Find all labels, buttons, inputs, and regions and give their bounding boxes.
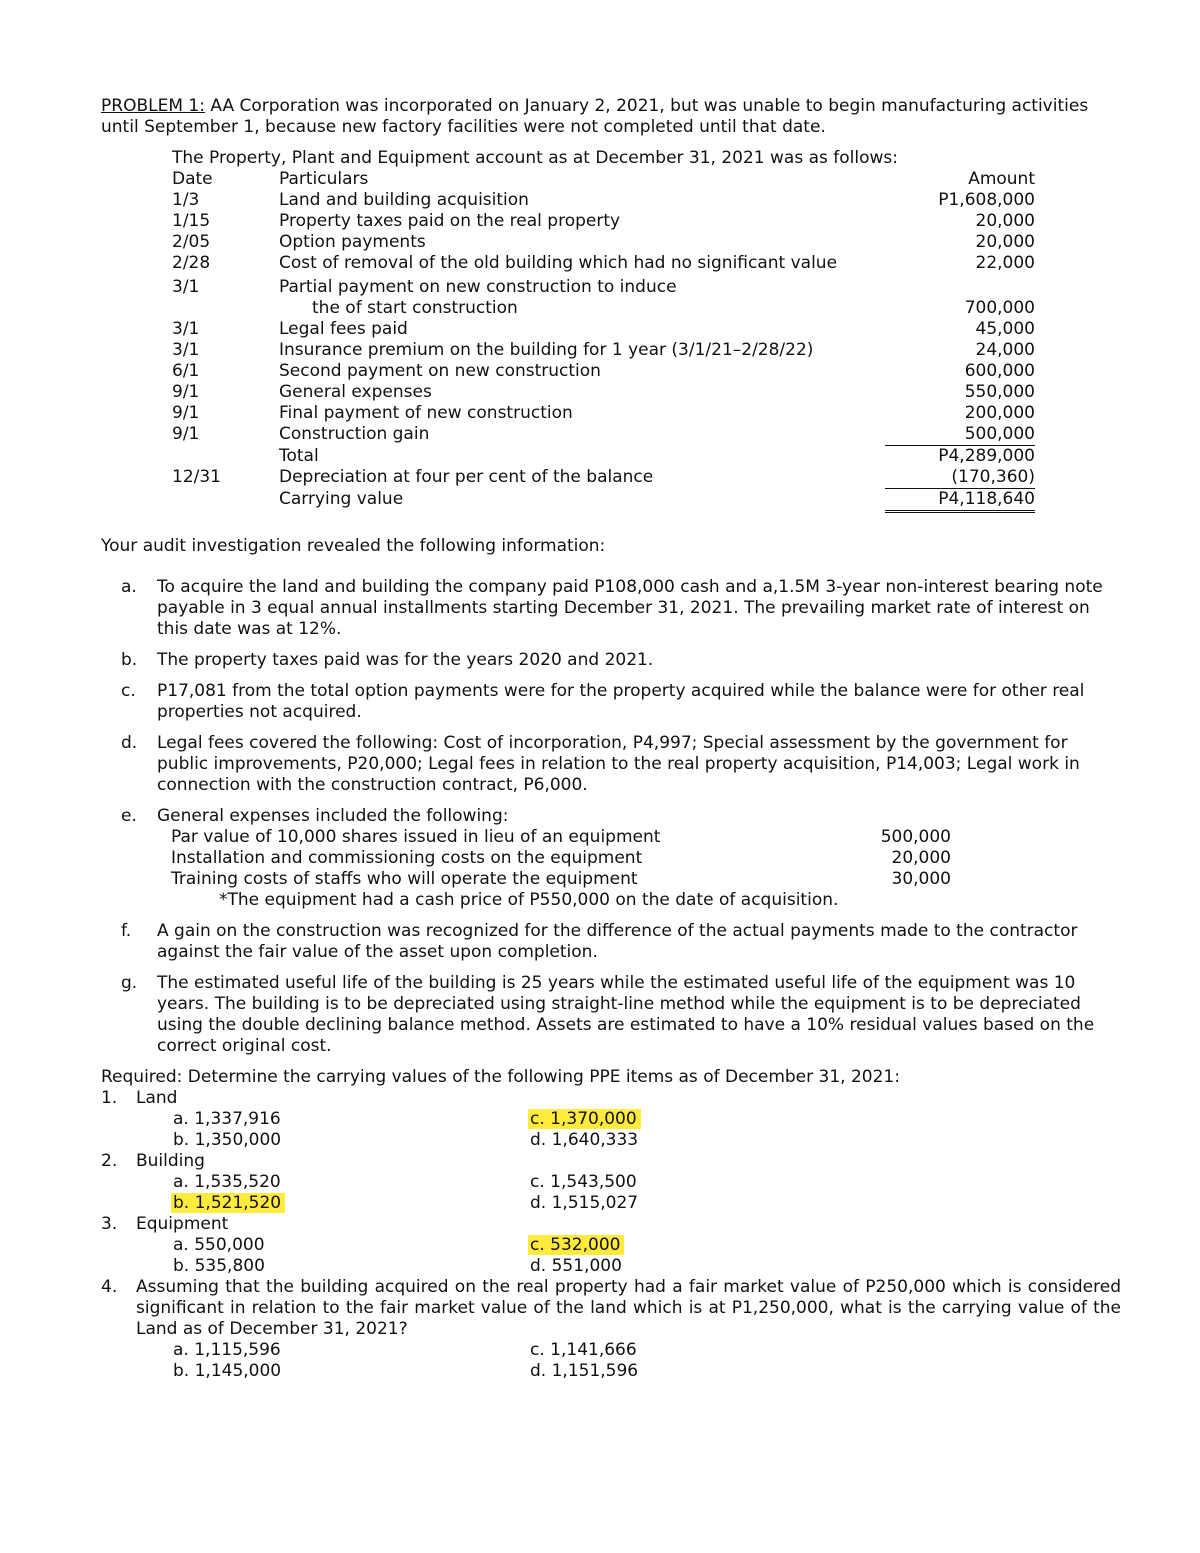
expense-row [157,827,1111,848]
row-particulars: Depreciation at four per cent of the balance [279,467,654,487]
option-a: a. 550,000 [173,1235,265,1255]
table-row [172,382,1035,403]
findings-list [101,577,1121,1057]
row-date: 3/1 [172,319,200,339]
question-2 [101,1151,1121,1214]
finding-text: The property taxes paid was for the years 2020 and 2021. [157,650,654,670]
option-c [530,1109,887,1130]
option-a: a. 1,337,916 [173,1109,281,1129]
option-d: d. 551,000 [530,1256,622,1276]
finding-letter: f. [121,921,132,941]
question-1 [101,1088,1121,1151]
list-item [101,577,1121,640]
list-item [101,650,1121,671]
expense-name: Par value of 10,000 shares issued in lieu of an equipment [171,827,661,847]
row-particulars: Cost of removal of the old building which had no significant value [279,253,838,273]
row-date: 9/1 [172,382,200,402]
highlighted-answer: c. 532,000 [528,1235,624,1255]
row-date: 6/1 [172,361,200,381]
table-row [172,424,1035,446]
row-particulars: Property taxes paid on the real property [279,211,621,231]
row-amount: 500,000 [885,424,1035,446]
question-text: Land [136,1088,178,1108]
finding-letter: g. [121,973,138,993]
list-item [101,733,1121,796]
table-row [172,340,1035,361]
row-particulars: the of start construction [312,298,518,318]
finding-body [157,806,1121,911]
list-item [101,973,1121,1057]
audit-intro: Your audit investigation revealed the following information: [101,536,606,556]
option-d: d. 1,515,027 [530,1193,639,1213]
finding-text: To acquire the land and building the company paid P108,000 cash and a,1.5M 3-year non-interest bearing note payable in 3 equal annual installments starting December 31, 2021. The prevailing market rate of interest on this date was at 12%. [157,577,1103,639]
row-amount: (170,360) [885,467,1035,489]
finding-text: A gain on the construction was recognized for the difference of the actual payments made to the contractor against the fair value of the asset upon completion. [157,921,1078,962]
list-item [101,681,1121,723]
header-amount: Amount [968,169,1035,189]
row-amount [885,277,1035,298]
ppe-header-row [172,169,1035,190]
table-row [172,298,1035,319]
row-amount: P4,118,640 [885,489,1035,513]
question-3 [101,1214,1121,1277]
problem-text: AA Corporation was incorporated on January 2, 2021, but was unable to begin manufacturing activities until September 1, because new factory facilities were not completed until that date. [101,96,1089,137]
document-page [101,96,1121,1382]
row-amount: 24,000 [975,340,1035,360]
row-amount: 200,000 [964,403,1035,423]
row-particulars: General expenses [279,382,432,402]
row-particulars: Construction gain [279,424,430,444]
row-amount: 550,000 [964,382,1035,402]
table-row [172,253,1035,274]
table-row [172,319,1035,340]
row-amount: 600,000 [964,361,1035,381]
row-date: 1/3 [172,190,200,210]
row-date [172,489,279,513]
row-particulars: Final payment of new construction [279,403,573,423]
header-date: Date [172,169,213,189]
finding-letter: e. [121,806,137,826]
expense-name: Installation and commissioning costs on the equipment [171,848,643,868]
finding-text: General expenses included the following: [157,806,509,826]
table-row [172,211,1035,232]
row-particulars: Land and building acquisition [279,190,529,210]
question-number: 4. [101,1277,118,1297]
option-d: d. 1,640,333 [530,1130,639,1150]
option-c: c. 1,543,500 [530,1172,637,1192]
table-row [172,277,1035,298]
row-particulars: Option payments [279,232,426,252]
row-date: 9/1 [172,424,200,444]
option-a: a. 1,535,520 [173,1172,281,1192]
ppe-table [172,148,1035,513]
finding-letter: c. [121,681,136,701]
expense-row [157,848,1111,869]
option-c: c. 1,141,666 [530,1340,637,1360]
question-text: Building [136,1151,205,1171]
expense-value: 30,000 [891,869,951,889]
row-date: 3/1 [172,340,200,360]
row-date: 3/1 [172,277,200,297]
question-4 [101,1277,1121,1382]
row-amount: P1,608,000 [938,190,1035,210]
row-date: 2/05 [172,232,211,252]
table-row [172,446,1035,467]
finding-letter: d. [121,733,138,753]
row-particulars: Partial payment on new construction to induce [279,277,677,297]
table-row [172,361,1035,382]
list-item [101,806,1121,911]
expense-value: 20,000 [891,848,951,868]
row-particulars: Total [279,446,319,466]
question-number: 3. [101,1214,118,1234]
row-date: 2/28 [172,253,211,273]
expense-name: Training costs of staffs who will operate the equipment [171,869,638,889]
table-row [172,190,1035,211]
row-date: 12/31 [172,467,221,487]
question-number: 1. [101,1088,118,1108]
row-amount: 22,000 [975,253,1035,273]
problem-label: PROBLEM 1: [101,96,205,116]
option-d: d. 1,151,596 [530,1361,639,1381]
problem-statement [101,96,1121,138]
row-date: 9/1 [172,403,200,423]
highlighted-answer: c. 1,370,000 [528,1109,641,1129]
finding-text: P17,081 from the total option payments were for the property acquired while the balance were for other real properties not acquired. [157,681,1085,722]
row-particulars: Insurance premium on the building for 1 year (3/1/21–2/28/22) [279,340,814,360]
option-b: b. 535,800 [173,1256,265,1276]
table-row [172,232,1035,253]
ppe-caption: The Property, Plant and Equipment account as at December 31, 2021 was as follows: [172,148,899,168]
row-particulars: Legal fees paid [279,319,408,339]
header-particulars: Particulars [279,169,369,189]
table-row [172,467,1035,489]
finding-letter: b. [121,650,138,670]
question-text: Equipment [136,1214,229,1234]
row-amount: 45,000 [975,319,1035,339]
row-amount: P4,289,000 [938,446,1035,466]
row-amount: 20,000 [975,211,1035,231]
option-c [530,1235,887,1256]
option-b: b. 1,145,000 [173,1361,282,1381]
row-amount: 20,000 [975,232,1035,252]
option-a: a. 1,115,596 [173,1340,281,1360]
finding-letter: a. [121,577,137,597]
expense-value: 500,000 [880,827,951,847]
question-number: 2. [101,1151,118,1171]
expense-row [157,869,1111,890]
required-statement: Required: Determine the carrying values of the following PPE items as of December 31, 2021: [101,1067,900,1087]
table-row [172,489,1035,513]
option-b [173,1193,530,1214]
table-row [172,403,1035,424]
question-text: Assuming that the building acquired on the real property had a fair market value of P250,000 which is considered significant in relation to the fair market value of the land which is at P1,250,000, what is the carrying value of the Land as of December 31, 2021? [136,1277,1121,1339]
row-date: 1/15 [172,211,211,231]
expense-note: *The equipment had a cash price of P550,000 on the date of acquisition. [219,890,839,910]
row-amount: 700,000 [964,298,1035,318]
row-date [172,446,279,467]
option-b: b. 1,350,000 [173,1130,282,1150]
finding-text: Legal fees covered the following: Cost of incorporation, P4,997; Special assessment by the government for public improvements, P20,000; Legal fees in relation to the real property acquisition, P14,003; Legal work in connection with the construction contract, P6,000. [157,733,1080,795]
list-item [101,921,1121,963]
finding-text: The estimated useful life of the building is 25 years while the estimated useful life of the equipment was 10 years. The building is to be depreciated using straight-line method while the equipment is to be depreciated using the double declining balance method. Assets are estimated to have a 10% residual values based on the correct original cost. [157,973,1095,1056]
row-particulars: Second payment on new construction [279,361,601,381]
highlighted-answer: b. 1,521,520 [171,1193,285,1213]
row-date [172,298,279,319]
row-particulars: Carrying value [279,489,404,509]
